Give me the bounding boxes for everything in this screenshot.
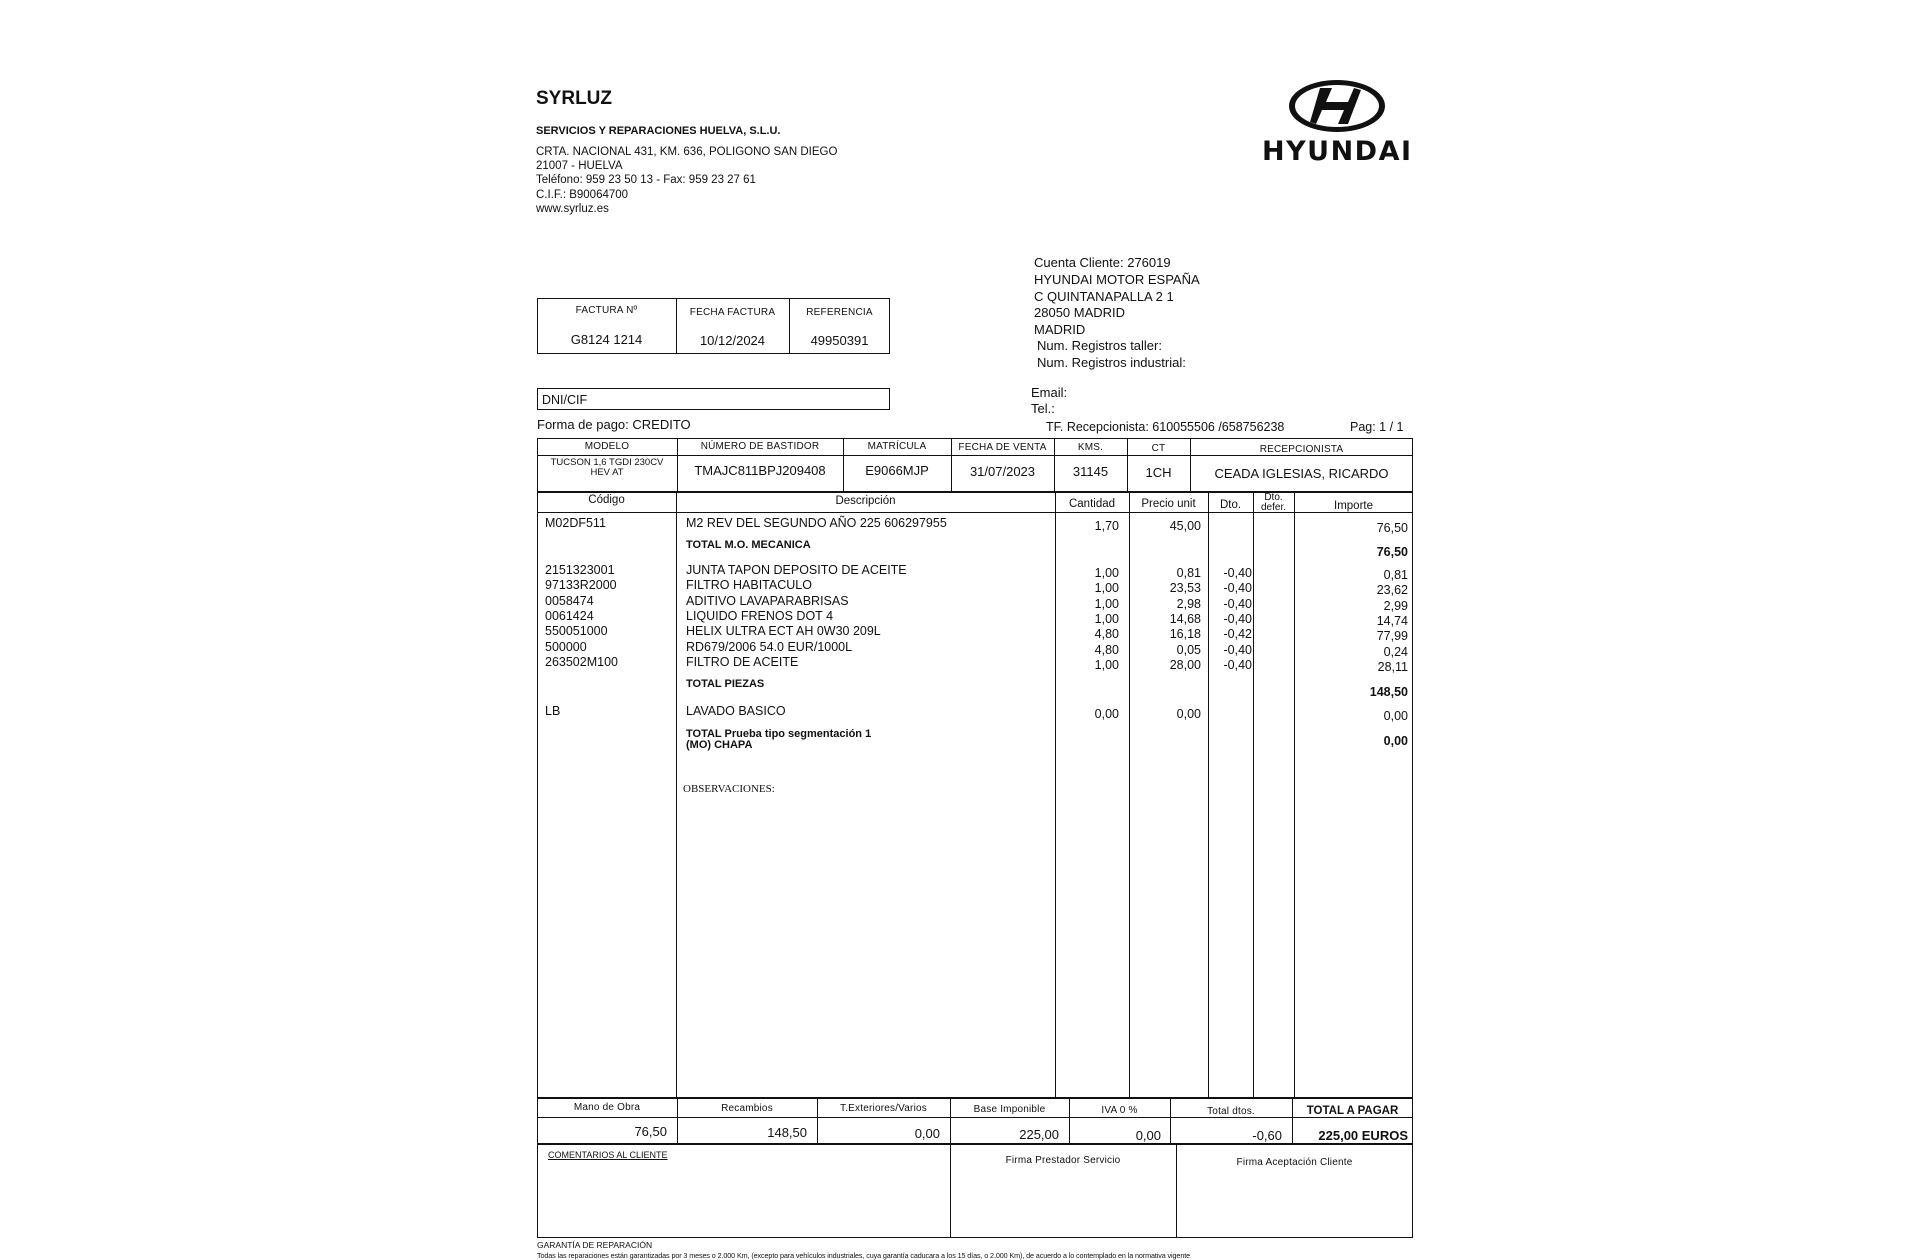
invoice-date-label: FECHA FACTURA	[689, 307, 776, 318]
line-code: M02DF511	[545, 516, 606, 530]
line-description: LIQUIDO FRENOS DOT 4	[686, 609, 834, 623]
invoice-number-label: FACTURA Nº	[575, 305, 638, 316]
client-name: HYUNDAI MOTOR ESPAÑA	[1034, 272, 1200, 287]
line-unit-price: 14,68	[1169, 612, 1201, 626]
total-discounts-label: Total dtos.	[1207, 1106, 1255, 1117]
total-iva-label: IVA 0 %	[1101, 1105, 1138, 1116]
line-code: 97133R2000	[545, 578, 617, 592]
col-qty-header: Cantidad	[1068, 498, 1116, 510]
client-reg-taller: Num. Registros taller:	[1037, 338, 1162, 353]
company-address2: 21007 - HUELVA	[536, 160, 623, 172]
line-qty: 1,00	[1094, 581, 1119, 595]
subtotal-seg-value: 0,00	[1383, 734, 1408, 748]
line-amount: 77,99	[1376, 629, 1408, 643]
company-web: www.syrluz.es	[536, 203, 609, 215]
vehicle-vin-label: NÚMERO DE BASTIDOR	[700, 441, 820, 452]
subtotal-mo-value: 76,50	[1376, 545, 1408, 559]
company-cif: C.I.F.: B90064700	[536, 189, 629, 201]
line-description: ADITIVO LAVAPARABRISAS	[686, 594, 849, 608]
vehicle-ct: 1CH	[1145, 465, 1172, 480]
line-code: 2151323001	[545, 563, 615, 577]
client-account: Cuenta Cliente: 276019	[1034, 255, 1171, 270]
total-external-label: T.Exteriores/Varios	[840, 1103, 927, 1114]
subtotal-seg-label2: (MO) CHAPA	[686, 739, 753, 751]
invoice-date: 10/12/2024	[699, 333, 766, 348]
line-qty: 0,00	[1094, 707, 1119, 721]
subtotal-mo-label: TOTAL M.O. MECANICA	[686, 539, 811, 551]
line-discount: -0,40	[1223, 581, 1252, 595]
vehicle-model-label: MODELO	[584, 441, 630, 452]
vehicle-plate-label: MATRÍCULA	[867, 441, 927, 452]
hyundai-wordmark: HYUNDAI	[1262, 136, 1413, 167]
observations-label: OBSERVACIONES:	[683, 783, 775, 795]
vehicle-sale-date-label: FECHA DE VENTA	[958, 442, 1047, 453]
col-deferred-discount-header: Dto. defer.	[1260, 492, 1287, 513]
line-discount	[1208, 519, 1252, 533]
invoice-number: G8124 1214	[570, 332, 643, 347]
dni-label: DNI/CIF	[542, 393, 588, 407]
client-signature-label: Firma Aceptación Cliente	[1236, 1157, 1353, 1168]
total-parts-label: Recambios	[721, 1103, 773, 1114]
subtotal-parts-label: TOTAL PIEZAS	[686, 678, 765, 690]
line-amount: 28,11	[1377, 660, 1408, 674]
vehicle-km: 31145	[1072, 464, 1109, 479]
subtotal-parts-value: 148,50	[1369, 685, 1408, 699]
line-unit-price: 0,00	[1176, 707, 1201, 721]
col-unit-price-header: Precio unit	[1141, 498, 1196, 510]
line-description: LAVADO BASICO	[686, 704, 786, 718]
line-amount: 14,74	[1376, 614, 1408, 628]
line-amount: 23,62	[1376, 583, 1408, 597]
page-number: Pag: 1 / 1	[1350, 420, 1404, 434]
line-qty: 1,00	[1094, 566, 1119, 580]
total-labor: 76,50	[634, 1124, 667, 1139]
vehicle-receptionist: CEADA IGLESIAS, RICARDO	[1214, 466, 1389, 481]
warranty-title: GARANTÍA DE REPARACIÓN	[537, 1240, 653, 1250]
line-description: JUNTA TAPON DEPOSITO DE ACEITE	[686, 563, 907, 577]
client-city: 28050 MADRID	[1034, 305, 1126, 320]
line-discount: -0,40	[1223, 643, 1252, 657]
vehicle-vin: TMAJC811BPJ209408	[694, 463, 826, 478]
vehicle-receptionist-label: RECEPCIONISTA	[1259, 444, 1344, 455]
line-discount	[1208, 707, 1252, 721]
line-discount: -0,40	[1223, 658, 1252, 672]
client-reg-industrial: Num. Registros industrial:	[1037, 355, 1186, 370]
line-unit-price: 2,98	[1176, 597, 1201, 611]
reception-phone: TF. Recepcionista: 610055506 /658756238	[1046, 420, 1285, 434]
comments-label: COMENTARIOS AL CLIENTE	[548, 1150, 668, 1160]
vehicle-ct-label: CT	[1151, 443, 1166, 454]
line-description: HELIX ULTRA ECT AH 0W30 209L	[686, 624, 881, 638]
line-discount: -0,40	[1223, 597, 1252, 611]
line-amount: 0,24	[1383, 645, 1408, 659]
dni-box	[537, 388, 890, 410]
line-unit-price: 23,53	[1169, 581, 1201, 595]
col-description-header: Descripción	[835, 495, 896, 507]
vehicle-sale-date: 31/07/2023	[969, 464, 1036, 479]
hyundai-logo	[1262, 74, 1412, 174]
total-base: 225,00	[1019, 1127, 1059, 1142]
client-tel: Tel.:	[1031, 401, 1055, 416]
company-name: SYRLUZ	[536, 88, 612, 109]
total-iva: 0,00	[1135, 1128, 1161, 1143]
company-phone: Teléfono: 959 23 50 13 - Fax: 959 23 27 61	[536, 174, 756, 186]
line-amount: 76,50	[1376, 521, 1408, 535]
company-legal-name: SERVICIOS Y REPARACIONES HUELVA, S.L.U.	[536, 125, 781, 137]
col-amount-header: Importe	[1334, 500, 1373, 512]
provider-signature-label: Firma Prestador Servicio	[1005, 1155, 1121, 1166]
total-external: 0,00	[914, 1126, 940, 1141]
line-code: 0061424	[545, 609, 594, 623]
total-discounts: -0,60	[1252, 1128, 1282, 1143]
payment-method: Forma de pago: CREDITO	[537, 417, 691, 432]
line-unit-price: 0,05	[1176, 643, 1201, 657]
line-description: FILTRO DE ACEITE	[686, 655, 799, 669]
line-code: 550051000	[545, 624, 608, 638]
client-region: MADRID	[1034, 322, 1086, 337]
line-discount: -0,40	[1223, 612, 1252, 626]
subtotal-seg-label1: TOTAL Prueba tipo segmentación 1	[686, 728, 872, 740]
line-discount: -0,40	[1223, 566, 1252, 580]
vehicle-km-label: KMS.	[1077, 442, 1104, 453]
col-code-header: Código	[588, 494, 625, 506]
line-qty: 1,00	[1094, 658, 1119, 672]
total-base-label: Base Imponible	[973, 1104, 1046, 1115]
total-to-pay-label: TOTAL A PAGAR	[1306, 1105, 1399, 1117]
total-labor-label: Mano de Obra	[573, 1102, 641, 1113]
line-unit-price: 45,00	[1169, 519, 1201, 533]
line-unit-price: 28,00	[1169, 658, 1201, 672]
company-address1: CRTA. NACIONAL 431, KM. 636, POLIGONO SAN DIEGO	[536, 146, 838, 158]
line-amount: 2,99	[1383, 599, 1408, 613]
total-to-pay: 225,00 EUROS	[1318, 1128, 1408, 1143]
line-description: M2 REV DEL SEGUNDO AÑO 225 606297955	[686, 516, 947, 530]
invoice-reference: 49950391	[810, 333, 869, 348]
line-code: LB	[545, 704, 561, 718]
vehicle-plate: E9066MJP	[865, 463, 929, 478]
line-code: 263502M100	[545, 655, 618, 669]
invoice-reference-label: REFERENCIA	[806, 307, 873, 318]
vehicle-model: TUCSON 1,6 TGDI 230CV HEV AT	[550, 457, 664, 478]
line-description: FILTRO HABITACULO	[686, 578, 812, 592]
col-discount-header: Dto.	[1219, 499, 1242, 511]
line-description: RD679/2006 54.0 EUR/1000L	[686, 640, 853, 654]
line-qty: 4,80	[1094, 643, 1119, 657]
line-amount: 0,00	[1383, 709, 1408, 723]
line-discount: -0,42	[1223, 627, 1252, 641]
client-street: C QUINTANAPALLA 2 1	[1034, 289, 1174, 304]
line-qty: 1,70	[1094, 519, 1119, 533]
line-qty: 1,00	[1094, 597, 1119, 611]
line-amount: 0,81	[1383, 568, 1408, 582]
warranty-text: Todas las reparaciones están garantizadas por 3 meses o 2.000 Km, (excepto para vehículos industriales, cuya garantía caducara a los 15 días, o 2.000 Km), de acuerdo a lo contemplado en la normativa vigente	[537, 1251, 1191, 1260]
line-code: 500000	[545, 640, 587, 654]
line-qty: 4,80	[1094, 627, 1119, 641]
client-email: Email:	[1031, 385, 1068, 400]
line-code: 0058474	[545, 594, 594, 608]
total-parts: 148,50	[767, 1125, 807, 1140]
line-unit-price: 16,18	[1169, 627, 1201, 641]
line-unit-price: 0,81	[1176, 566, 1201, 580]
line-qty: 1,00	[1094, 612, 1119, 626]
